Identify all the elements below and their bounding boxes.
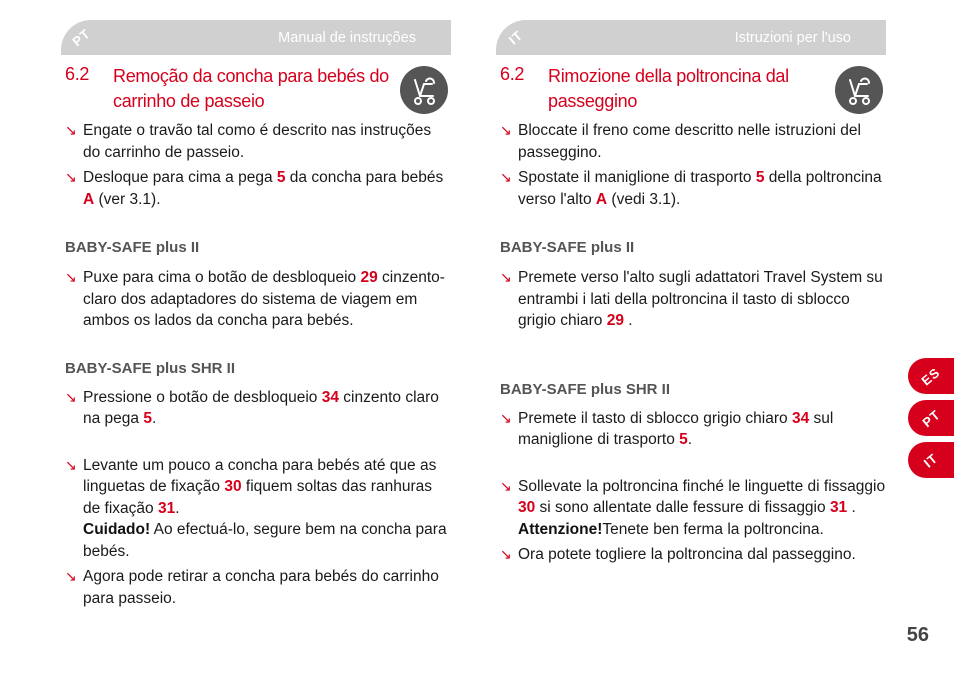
arrow-down-right-icon: ↘ bbox=[500, 546, 512, 562]
arrow-down-right-icon: ↘ bbox=[500, 409, 512, 426]
stroller-icon bbox=[835, 66, 883, 114]
ref-number: 5 bbox=[143, 410, 152, 427]
list-item: ↘ Pressione o botão de desbloqueio 34 cinzento claro na pega 5. bbox=[65, 388, 439, 427]
ref-number: 34 bbox=[321, 388, 339, 406]
list-item: ↘ Ora potete togliere la poltroncina dal passeggino. bbox=[500, 544, 886, 566]
ref-number: 31 bbox=[829, 499, 848, 516]
ref-number: 5 bbox=[679, 431, 688, 448]
header-bar bbox=[496, 20, 886, 55]
section-title: Rimozione della poltroncina dal passeggino bbox=[548, 66, 789, 111]
ref-number: 29 bbox=[360, 269, 378, 286]
section-title: Remoção da concha para bebés do carrinho de passeio bbox=[113, 66, 389, 111]
arrow-down-right-icon: ↘ bbox=[500, 169, 512, 185]
warning-label: Cuidado! bbox=[83, 521, 151, 538]
ref-letter: A bbox=[83, 190, 95, 208]
lang-code: PT bbox=[69, 25, 93, 50]
tab-pt[interactable]: PT bbox=[908, 400, 954, 436]
list-item: ↘ Agora pode retirar a concha para bebés do carrinho para passeio. bbox=[65, 568, 439, 607]
subheading: BABY-SAFE plus II bbox=[500, 239, 635, 256]
list-item: ↘ Sollevate la poltroncina finché le linguette di fissaggio 30 si sono allentate dalle fessure di fissaggio 31 . Attenzione!Tenete ben ferma la poltroncina. bbox=[500, 477, 886, 538]
arrow-down-right-icon: ↘ bbox=[65, 456, 77, 473]
ref-letter: A bbox=[595, 190, 608, 208]
section-heading bbox=[65, 64, 451, 120]
right-column bbox=[500, 20, 886, 566]
subheading: BABY-SAFE plus SHR II bbox=[500, 380, 671, 398]
ref-number: 30 bbox=[518, 499, 536, 516]
section-number: 6.2 bbox=[65, 64, 90, 84]
stroller-icon bbox=[400, 66, 448, 114]
left-column bbox=[65, 20, 451, 609]
ref-number: 5 bbox=[276, 169, 286, 186]
subheading: BABY-SAFE plus SHR II bbox=[65, 359, 236, 377]
arrow-down-right-icon: ↘ bbox=[65, 269, 77, 285]
section-number: 6.2 bbox=[500, 64, 525, 84]
page-number: 56 bbox=[906, 624, 929, 646]
arrow-down-right-icon: ↘ bbox=[500, 477, 512, 494]
arrow-down-right-icon: ↘ bbox=[65, 388, 77, 405]
list-item: ↘ Desloque para cima a pega 5 da concha para bebés A (ver 3.1). bbox=[65, 169, 444, 208]
list-item: ↘ Engate o travão tal como é descrito nas instruções do carrinho de passeio. bbox=[65, 122, 432, 161]
arrow-down-right-icon: ↘ bbox=[500, 269, 512, 285]
header-title: Manual de instruções bbox=[278, 30, 416, 46]
list-item: ↘ Bloccate il freno come descritto nelle istruzioni del passeggino. bbox=[500, 122, 861, 161]
subheading: BABY-SAFE plus II bbox=[65, 239, 200, 256]
list-item: ↘ Premete verso l'alto sugli adattatori Travel System su entrambi i lati della poltroncina il tasto di sblocco grigio chiaro 29 . bbox=[500, 269, 883, 329]
arrow-down-right-icon: ↘ bbox=[65, 568, 77, 584]
arrow-down-right-icon: ↘ bbox=[500, 122, 512, 138]
warning-label: Attenzione! bbox=[518, 520, 603, 538]
list-item: ↘ Premete il tasto di sblocco grigio chiaro 34 sul maniglione di trasporto 5. bbox=[500, 409, 834, 448]
tab-it[interactable]: IT bbox=[908, 442, 954, 478]
lang-badge bbox=[61, 20, 101, 55]
ref-number: 5 bbox=[755, 169, 765, 186]
tab-es[interactable]: ES bbox=[908, 358, 954, 394]
ref-number: 31 bbox=[157, 499, 176, 517]
lang-badge bbox=[496, 20, 536, 55]
list-item: ↘ Spostate il maniglione di trasporto 5 della poltroncina verso l'alto A (vedi 3.1). bbox=[500, 169, 882, 208]
arrow-down-right-icon: ↘ bbox=[65, 169, 77, 185]
arrow-down-right-icon: ↘ bbox=[65, 122, 77, 138]
list-item: ↘ Levante um pouco a concha para bebés até que as linguetas de fixação 30 fiquem soltas das ranhuras de fixação 31. Cuidado! Ao efectuá-lo, segure bem na concha para bebés. bbox=[65, 456, 447, 560]
ref-number: 34 bbox=[791, 409, 810, 427]
ref-number: 30 bbox=[224, 478, 242, 495]
list-item: ↘ Puxe para cima o botão de desbloqueio 29 cinzento-claro dos adaptadores do sistema de viagem em ambos os lados da concha para bebés. bbox=[65, 269, 445, 329]
section-heading bbox=[500, 64, 886, 120]
header-title: Istruzioni per l'uso bbox=[734, 30, 851, 46]
header-bar bbox=[61, 20, 451, 55]
ref-number: 29 bbox=[606, 312, 624, 329]
lang-code: IT bbox=[505, 27, 527, 48]
